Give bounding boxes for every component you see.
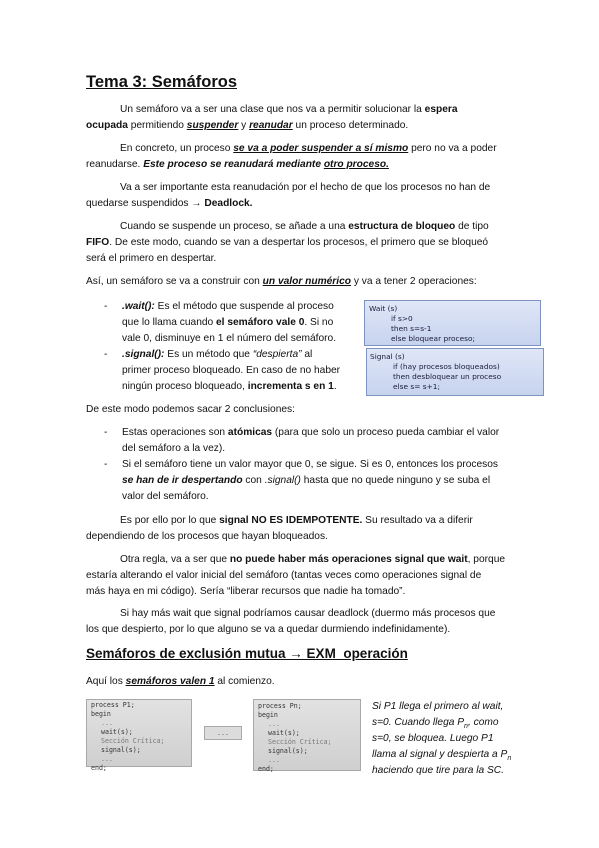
paragraph-10 <box>86 674 275 689</box>
text: Así, un semáforo se va a construir con <box>86 276 263 287</box>
paragraph-3-line-2 <box>86 196 253 211</box>
code-line: then s=s-1 <box>391 324 432 333</box>
list-bullet: - <box>104 427 108 438</box>
code-ellipsis: ... <box>204 726 242 740</box>
code-line: Signal (s) <box>370 352 405 361</box>
text: permitiendo <box>127 120 187 131</box>
wait-line-1 <box>122 299 334 314</box>
code-line: if s>0 <box>391 314 413 323</box>
code-line: signal(s); <box>101 746 141 754</box>
code-line: end; <box>91 764 107 772</box>
side-note-line-3: s=0, se bloquea. Luego P1 <box>372 733 494 744</box>
code-line: else bloquear proceso; <box>391 334 476 343</box>
signal-line-2: primer proceso bloqueado. En caso de no haber <box>122 365 341 376</box>
paragraph-8-line-3: más haya en mi código). Sería “liberar recursos que nadie ha tomado”. <box>86 586 406 597</box>
paragraph-4-line-2 <box>86 235 488 250</box>
bold-text: atómicas <box>227 427 273 438</box>
paragraph-9-line-1: Si hay más wait que signal podríamos causar deadlock (duermo más procesos que <box>120 608 496 619</box>
emphasis-text: semáforos valen 1 <box>125 676 215 687</box>
paragraph-7-line-2: dependiendo de los procesos que hayan bloqueados. <box>86 531 328 542</box>
emphasis-text: se han de ir despertando <box>122 475 243 486</box>
text: (para que solo un proceso pueda cambiar el valor <box>272 427 500 438</box>
bold-text: ocupada <box>86 120 128 131</box>
conclusion-1-line-1 <box>122 425 499 440</box>
code-screenshot-p1 <box>86 699 192 772</box>
paragraph-1-line-2 <box>86 118 408 133</box>
text: . Si no <box>304 317 334 328</box>
text: . <box>333 381 337 392</box>
text: y va a tener 2 operaciones: <box>350 276 477 287</box>
italic-text: .signal() <box>264 475 301 486</box>
section-heading: Semáforos de exclusión mutua → EXM_operación <box>86 646 408 661</box>
code-line: wait(s); <box>101 728 133 736</box>
text: , como <box>467 717 499 728</box>
text: quedarse suspendidos → <box>86 198 205 209</box>
text: Otra regla, va a ser que <box>120 554 230 565</box>
list-bullet: - <box>104 459 108 470</box>
code-line: Sección Crítica; <box>268 738 332 746</box>
wait-code-box <box>364 300 541 346</box>
paragraph-2-line-1 <box>120 141 497 156</box>
paragraph-4-line-3: será el primero en despertar. <box>86 253 217 264</box>
code-line: process P1; <box>91 701 135 709</box>
paragraph-4-line-1 <box>120 219 489 234</box>
text: s=0. Cuando llega P <box>372 717 465 728</box>
conclusion-1-line-2: del semáforo a la vez). <box>122 443 226 454</box>
code-line: else s= s+1; <box>393 382 440 391</box>
paragraph-1-line-1 <box>120 102 458 117</box>
wait-line-3: vale 0, disminuye en 1 el número del semáforo. <box>122 333 337 344</box>
paragraph-5 <box>86 274 477 289</box>
code-line: end; <box>258 765 274 773</box>
conclusion-2-line-1: Si el semáforo tiene un valor mayor que 0, se sigue. Si es 0, entonces los procesos <box>122 459 499 470</box>
subscript: n <box>507 755 512 763</box>
text: que lo llama cuando <box>122 317 217 328</box>
code-line: then desbloquear un proceso <box>393 372 502 381</box>
text: Cuando se suspende un proceso, se añade a una <box>120 221 349 232</box>
text: llama al signal y despierta a P <box>372 749 508 760</box>
paragraph-7-line-1 <box>120 513 473 528</box>
text: un proceso determinado. <box>292 120 409 131</box>
code-line: ... <box>101 755 113 763</box>
bold-text: FIFO <box>86 237 110 248</box>
text: reanudarse. <box>86 159 144 170</box>
bold-text: el semáforo vale 0 <box>216 317 305 328</box>
code-line: Sección Crítica; <box>101 737 165 745</box>
emphasis-text: otro proceso. <box>323 159 389 170</box>
signal-code-box <box>366 348 544 396</box>
text: al comienzo. <box>214 676 275 687</box>
bold-text: incrementa s en 1 <box>247 381 334 392</box>
text: Estas operaciones son <box>122 427 228 438</box>
emphasis-text: suspender <box>186 120 239 131</box>
emphasis-text: se va a poder suspender a sí mismo <box>233 143 409 154</box>
text: Un semáforo va a ser una clase que nos va a permitir solucionar la <box>120 104 425 115</box>
subscript: n <box>464 723 468 731</box>
paragraph-2-line-2 <box>86 157 389 172</box>
code-line: ... <box>268 756 280 764</box>
conclusion-2-line-2 <box>122 473 490 488</box>
text: y <box>238 120 250 131</box>
code-line: process Pn; <box>258 702 302 710</box>
emphasis-text: reanudar <box>249 120 293 131</box>
method-name: .signal(): <box>122 349 165 360</box>
bold-text: espera <box>424 104 458 115</box>
side-note-line-1: Si P1 llega el primero al wait, <box>372 701 504 712</box>
code-line: Wait (s) <box>369 304 398 313</box>
conclusion-2-line-3: valor del semáforo. <box>122 491 209 502</box>
text: Aquí los <box>86 676 126 687</box>
code-line: wait(s); <box>268 729 300 737</box>
text: Es por ello por lo que <box>120 515 220 526</box>
text: , porque <box>467 554 506 565</box>
code-line: begin <box>258 711 278 719</box>
bold-text: estructura de bloqueo <box>348 221 456 232</box>
paragraph-6: De este modo podemos sacar 2 conclusiones: <box>86 404 295 415</box>
text: En concreto, un proceso <box>120 143 234 154</box>
text: Su resultado va a diferir <box>362 515 473 526</box>
side-note-line-5: haciendo que tire para la SC. <box>372 765 504 776</box>
text: pero no va a poder <box>408 143 497 154</box>
bold-text: signal NO ES IDEMPOTENTE. <box>219 515 363 526</box>
italic-text: “despierta” <box>252 349 302 360</box>
text: al <box>301 349 313 360</box>
text: . De este modo, cuando se van a despertar los procesos, el primero que se bloqueó <box>109 237 489 248</box>
code-line: ... <box>101 719 113 727</box>
wait-line-2 <box>122 315 333 330</box>
text: ningún proceso bloqueado, <box>122 381 248 392</box>
code-line: ... <box>268 720 280 728</box>
paragraph-8-line-1 <box>120 552 505 567</box>
signal-line-3 <box>122 379 337 394</box>
text: Es un método que <box>164 349 253 360</box>
text: hasta que no quede ninguno y se suba el <box>300 475 491 486</box>
paragraph-9-line-2: los que despierto, por lo que alguno se va a quedar durmiendo indefinidamente). <box>86 624 451 635</box>
bold-text: Deadlock. <box>204 198 253 209</box>
code-screenshot-pn <box>253 699 361 771</box>
list-bullet: - <box>104 301 108 312</box>
page-title: Tema 3: Semáforos <box>86 73 237 91</box>
method-name: .wait(): <box>122 301 155 312</box>
emphasis-text: Este proceso se reanudará mediante <box>143 159 324 170</box>
paragraph-8-line-2: estaría alterando el valor inicial del semáforo (tantas veces como operaciones signal de <box>86 570 482 581</box>
text: de tipo <box>455 221 489 232</box>
text: con <box>242 475 265 486</box>
list-bullet: - <box>104 349 108 360</box>
code-line: begin <box>91 710 111 718</box>
emphasis-text: un valor numérico <box>262 276 351 287</box>
paragraph-3-line-1: Va a ser importante esta reanudación por el hecho de que los procesos no han de <box>120 182 491 193</box>
code-line: if (hay procesos bloqueados) <box>393 362 500 371</box>
signal-line-1 <box>122 347 312 362</box>
bold-text: no puede haber más operaciones signal que wait <box>229 554 468 565</box>
code-line: signal(s); <box>268 747 308 755</box>
text: Es el método que suspende al proceso <box>154 301 334 312</box>
